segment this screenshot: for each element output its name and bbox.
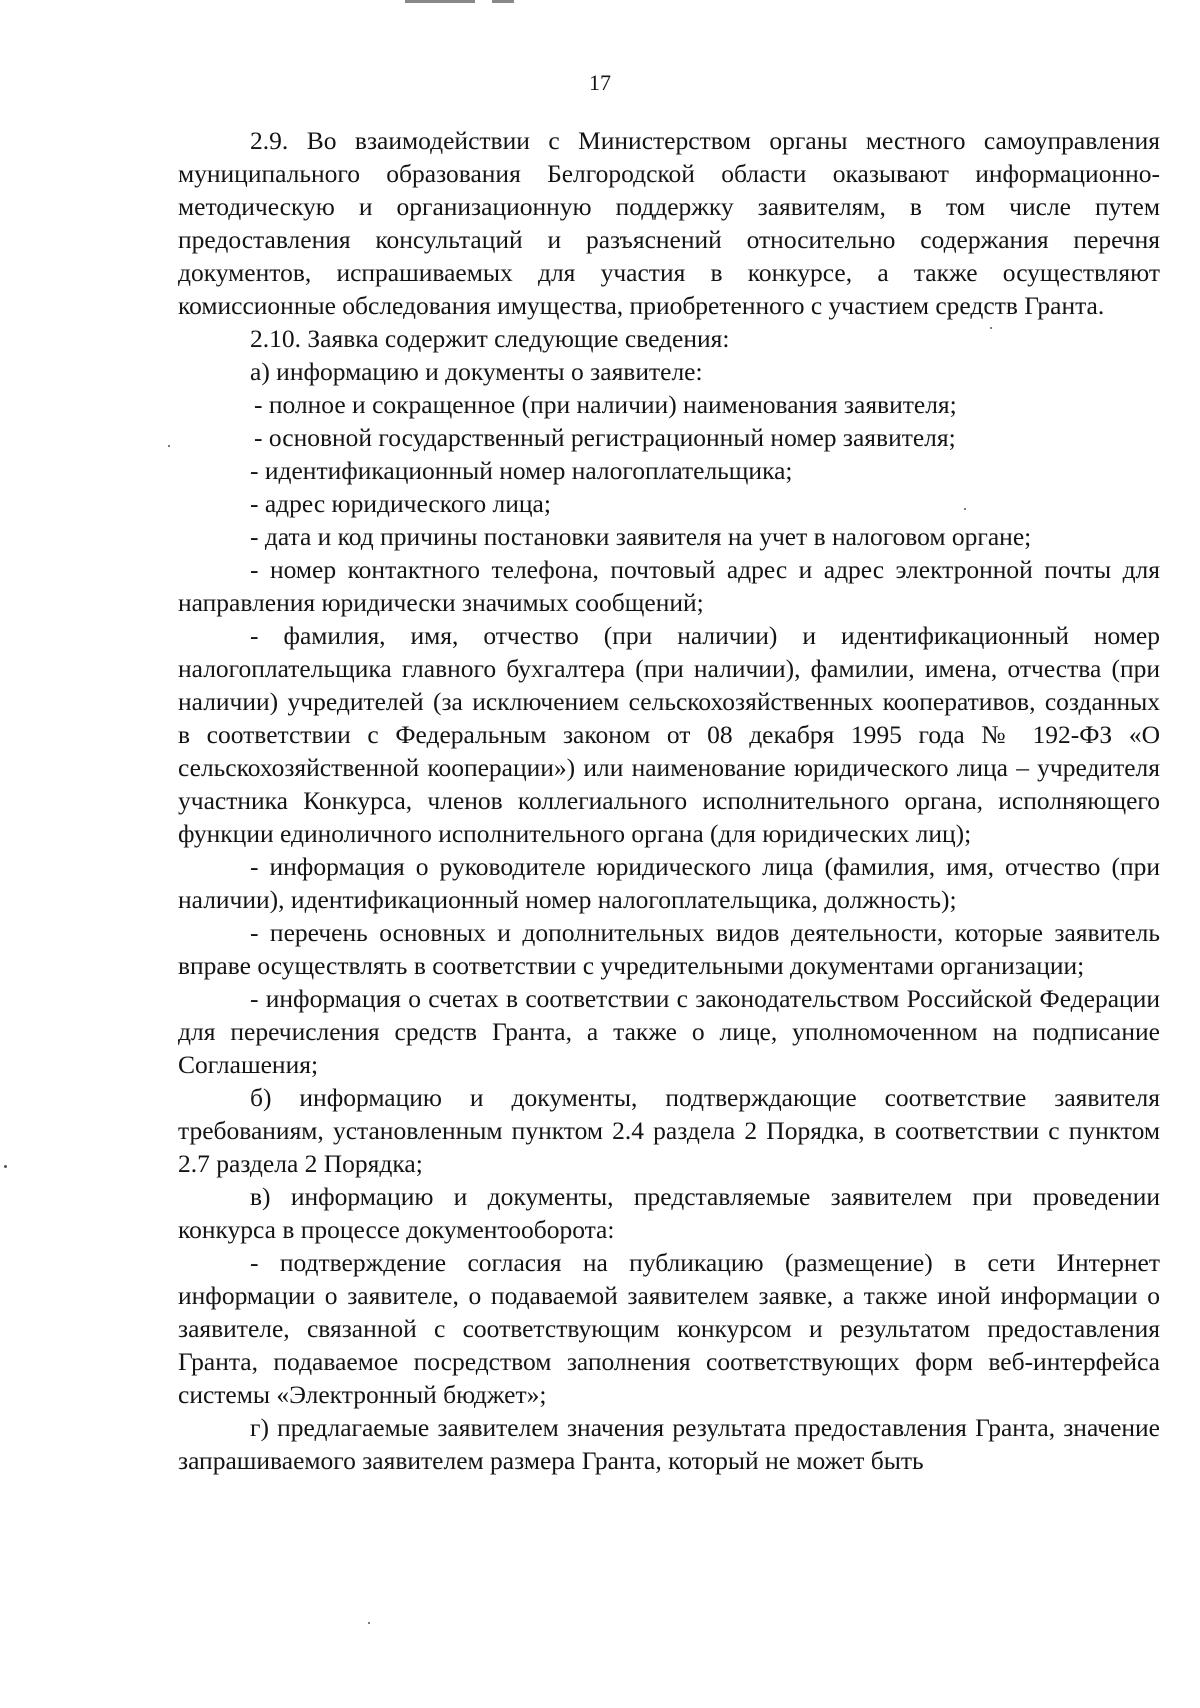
list-item: - информация о счетах в соответствии с законодательством Российской Федерации для перечисления средств Гранта, а также о лице, уполномоченном на подписание Соглашения; <box>178 984 1160 1079</box>
paragraph-item-a: а) информацию и документы о заявителе: <box>250 357 703 386</box>
document-body <box>178 124 1160 1477</box>
scan-speck <box>168 445 170 447</box>
paragraph-item-g: г) предлагаемые заявителем значения результата предоставления Гранта, значение запрашиваемого заявителем размера Гранта, который не может быть <box>178 1413 1160 1475</box>
page-number: 17 <box>589 70 611 95</box>
scan-speck <box>990 327 992 329</box>
paragraph-2-10: 2.10. Заявка содержит следующие сведения: <box>250 324 730 353</box>
scan-speck <box>368 1622 370 1624</box>
scan-artifact <box>405 0 475 3</box>
paragraph-item-v: в) информацию и документы, представляемые заявителем при проведении конкурса в процессе документооборота: <box>178 1182 1160 1244</box>
paragraph-item-b: б) информацию и документы, подтверждающие соответствие заявителя требованиям, установленным пунктом 2.4 раздела 2 Порядка, в соответствии с пунктом 2.7 раздела 2 Порядка; <box>178 1083 1160 1178</box>
paragraph-2-9: 2.9. Во взаимодействии с Министерством органы местного самоуправления муниципального образования Белгородской области оказывают информационно-методическую и организационную поддержку заявителям, в том числе путем предоставления консультаций и разъяснений относительно содержания перечня документов, испрашиваемых для участия в конкурсе, а также осуществляют комиссионные обследования имущества, приобретенного с участием средств Гранта. <box>178 126 1160 320</box>
list-item: - адрес юридического лица; <box>250 489 551 518</box>
scan-speck <box>4 1165 7 1168</box>
list-item: - номер контактного телефона, почтовый адрес и адрес электронной почты для направления юридически значимых сообщений; <box>178 555 1160 617</box>
list-item: - перечень основных и дополнительных видов деятельности, которые заявитель вправе осуществлять в соответствии с учредительными документами организации; <box>178 918 1160 980</box>
list-item: - полное и сокращенное (при наличии) наименования заявителя; <box>254 390 957 419</box>
list-item: - дата и код причины постановки заявителя на учет в налоговом органе; <box>250 522 1032 551</box>
list-item: - идентификационный номер налогоплательщика; <box>250 456 793 485</box>
list-item: - подтверждение согласия на публикацию (размещение) в сети Интернет информации о заявителе, о подаваемой заявителем заявке, а также иной информации о заявителе, связанной с соответствующим конкурсом и результатом предоставления Гранта, подаваемое посредством заполнения соответствующих форм веб-интерфейса системы «Электронный бюджет»; <box>178 1248 1160 1409</box>
list-item: - информация о руководителе юридического лица (фамилия, имя, отчество (при наличии), идентификационный номер налогоплательщика, должность); <box>178 852 1160 914</box>
scan-artifact <box>492 0 514 3</box>
scan-speck <box>964 508 966 510</box>
list-item: - фамилия, имя, отчество (при наличии) и идентификационный номер налогоплательщика главного бухгалтера (при наличии), фамилии, имена, отчества (при наличии) учредителей (за исключением сельскохозяйственных кооперативов, созданных в соответствии с Федеральным законом от 08 декабря 1995 года № 192-ФЗ «О сельскохозяйственной кооперации») или наименование юридического лица – учредителя участника Конкурса, членов коллегиального исполнительного органа, исполняющего функции единоличного исполнительного органа (для юридических лиц); <box>178 621 1160 848</box>
list-item: - основной государственный регистрационный номер заявителя; <box>254 423 956 452</box>
